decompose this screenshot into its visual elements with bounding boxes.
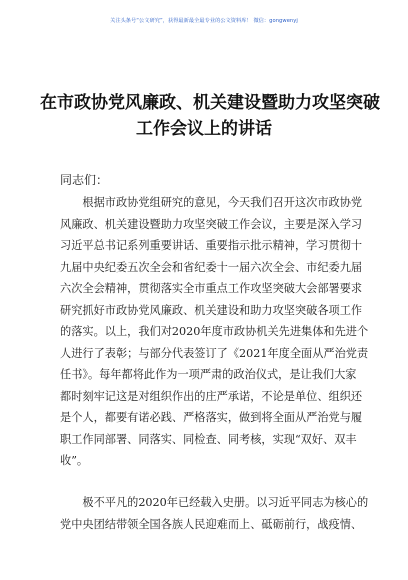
title-line: 工作会议上的讲话 (136, 119, 272, 139)
text-line: 任书》。每年都将此作为一项严肃的政治仪式，是让我们大家 (60, 368, 357, 381)
salutation: 同志们： (60, 173, 109, 187)
text-line: 党中央团结带领全国各族人民迎难而上、砥砺前行，战疫情、 (60, 517, 363, 531)
text-line: 根据市政协党组研究的意见，今天我们召开这次市政协党 (60, 196, 363, 209)
text-line: 极不平凡的2020年已经载入史册。以习近平同志为核心的 (60, 496, 369, 509)
header-note: 关注头条号“公文研究”，获得最新最全最专业的公文资料库！ 微信：gongwenyj (110, 18, 298, 24)
text-line: 六次全会精神，贯彻落实全市重点工作攻坚突破大会部署要求 (60, 282, 363, 295)
paragraph-1 (60, 192, 369, 472)
text-line: 九届中央纪委五次全会和省纪委十一届六次全会、市纪委九届 (60, 260, 363, 274)
document-title (40, 90, 380, 142)
text-line: 风廉政、机关建设暨助力攻坚突破工作会议，主要是深入学习 (60, 217, 363, 231)
text-line: 收”。 (60, 454, 89, 467)
text-line: 人进行了表彰；与部分代表签订了《2021年度全面从严治党责 (60, 346, 369, 360)
text-line: 是个人，都要有诺必践、严格落实，做到将全面从严治党与履 (60, 411, 363, 424)
text-line: 习近平总书记系列重要讲话、重要指示批示精神，学习贯彻十 (60, 239, 363, 252)
title-line: 在市政协党风廉政、机关建设暨助力攻坚突破 (40, 93, 380, 113)
text-line: 研究抓好市政协党风廉政、机关建设和助力攻坚突破各项工作 (60, 303, 363, 317)
text-line: 都时刻牢记这是对组织作出的庄严承诺，不论是单位、组织还 (60, 389, 363, 403)
paragraph-2 (60, 492, 369, 535)
text-line: 的落实。以上，我们对2020年度市政协机关先进集体和先进个 (60, 325, 369, 338)
text-line: 职工作同部署、同落实、同检查、同考核，实现“双好、双丰 (60, 432, 357, 446)
